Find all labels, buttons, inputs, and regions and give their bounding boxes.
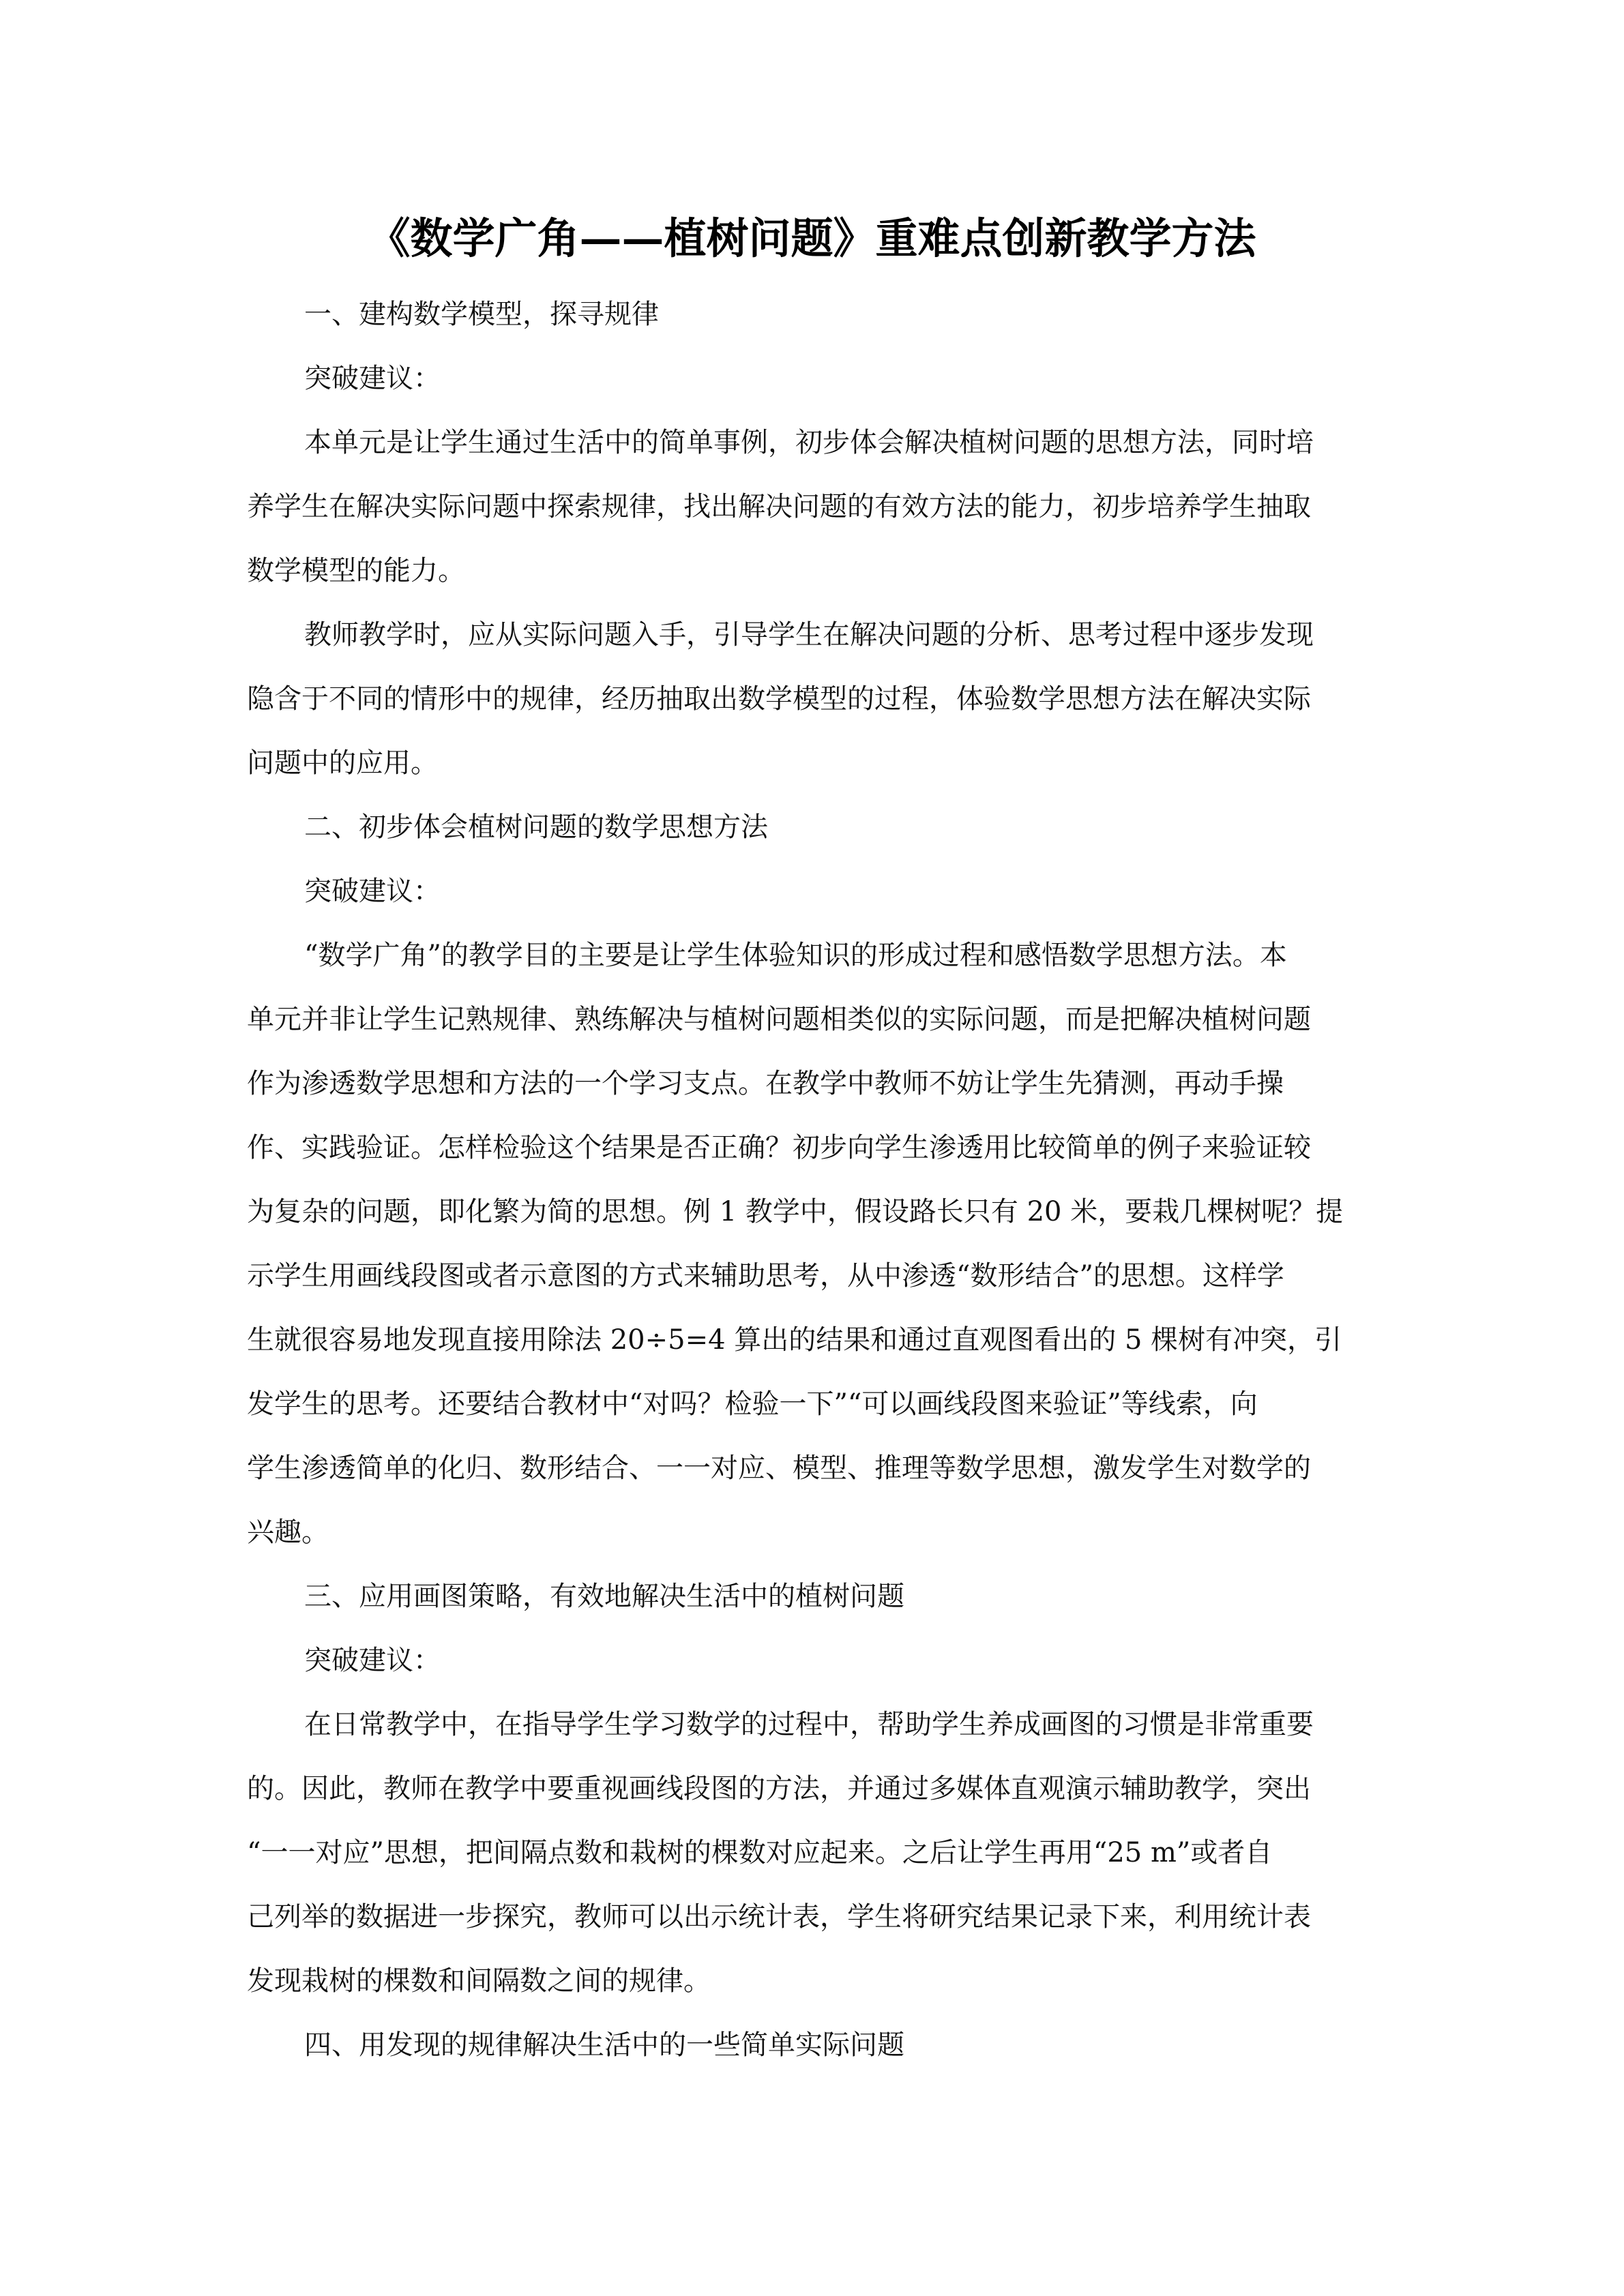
paragraph-line: 学生渗透简单的化归、数形结合、一一对应、模型、推理等数学思想，激发学生对数学的 [247,1452,1311,1484]
paragraph-line: 数学模型的能力。 [247,555,465,586]
paragraph-line: 问题中的应用。 [247,747,438,779]
paragraph-line: 作、实践验证。怎样检验这个结果是否正确？初步向学生渗透用比较简单的例子来验证较 [247,1132,1311,1163]
document-body [247,282,1379,2077]
section-heading: 四、用发现的规律解决生活中的一些简单实际问题 [304,2029,904,2061]
paragraph-line: 单元并非让学生记熟规律、熟练解决与植树问题相类似的实际问题，而是把解决植树问题 [247,1004,1311,1035]
paragraph-line: 生就很容易地发现直接用除法 20÷5=4 算出的结果和通过直观图看出的 5 棵树有冲突，引 [247,1324,1342,1356]
paragraph-line: 发学生的思考。还要结合教材中“对吗？检验一下”“可以画线段图来验证”等线索，向 [247,1388,1258,1420]
paragraph-line: 隐含于不同的情形中的规律，经历抽取出数学模型的过程，体验数学思想方法在解决实际 [247,683,1311,715]
paragraph-line: 作为渗透数学思想和方法的一个学习支点。在教学中教师不妨让学生先猜测，再动手操 [247,1068,1284,1099]
section-heading: 一、建构数学模型，探寻规律 [304,299,659,330]
paragraph-line: 兴趣。 [247,1517,329,1548]
suggestion-label: 突破建议： [304,1645,441,1676]
paragraph-line: 己列举的数据进一步探究，教师可以出示统计表，学生将研究结果记录下来，利用统计表 [247,1901,1311,1933]
paragraph-line: 本单元是让学生通过生活中的简单事例，初步体会解决植树问题的思想方法，同时培 [304,427,1314,458]
paragraph-line: 的。因此，教师在教学中要重视画线段图的方法，并通过多媒体直观演示辅助教学，突出 [247,1773,1311,1804]
paragraph-line: “一一对应”思想，把间隔点数和栽树的棵数对应起来。之后让学生再用“25 m”或者自 [247,1837,1273,1868]
suggestion-label: 突破建议： [304,363,441,394]
paragraph-line: “数学广角”的教学目的主要是让学生体验知识的形成过程和感悟数学思想方法。本 [304,940,1287,971]
paragraph-line: 在日常教学中，在指导学生学习数学的过程中，帮助学生养成画图的习惯是非常重要 [304,1709,1314,1740]
paragraph-line: 发现栽树的棵数和间隔数之间的规律。 [247,1965,711,1997]
section-heading: 二、初步体会植树问题的数学思想方法 [304,811,768,843]
section-heading: 三、应用画图策略，有效地解决生活中的植树问题 [304,1581,904,1612]
paragraph-line: 示学生用画线段图或者示意图的方式来辅助思考，从中渗透“数形结合”的思想。这样学 [247,1260,1284,1292]
suggestion-label: 突破建议： [304,876,441,907]
paragraph-line: 养学生在解决实际问题中探索规律，找出解决问题的有效方法的能力，初步培养学生抽取 [247,491,1311,522]
paragraph-line: 为复杂的问题，即化繁为简的思想。例 1 教学中，假设路长只有 20 米，要栽几棵树呢？提 [247,1196,1344,1227]
paragraph-line: 教师教学时，应从实际问题入手，引导学生在解决问题的分析、思考过程中逐步发现 [304,619,1314,651]
page-title: 《数学广角——植树问题》重难点创新教学方法 [368,213,1256,263]
